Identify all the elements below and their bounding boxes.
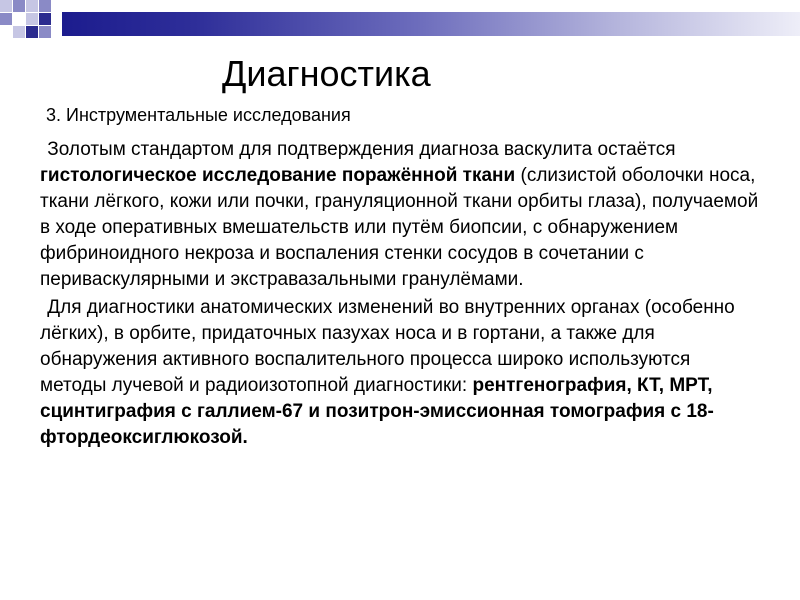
decor-square xyxy=(0,0,12,12)
decor-square xyxy=(0,13,12,25)
decor-square xyxy=(13,0,25,12)
decor-square xyxy=(39,26,51,38)
decor-square xyxy=(13,26,25,38)
slide-title: Диагностика xyxy=(222,53,431,94)
paragraph-emphasis: гистологическое исследование поражённой ткани xyxy=(40,165,516,186)
decor-square xyxy=(26,0,38,12)
decor-square xyxy=(26,26,38,38)
paragraph-histology xyxy=(40,137,760,293)
decor-square xyxy=(39,0,51,12)
decor-square xyxy=(39,13,51,25)
paragraph-emphasis: рентгенография, КТ, МРТ, сцинтиграфия с галлием-67 и позитрон-эмиссионная томография с 18-фтордеоксиглюкозой. xyxy=(40,375,714,448)
paragraph-text: (слизистой оболочки носа, ткани лёгкого, кожи или почки, грануляционной ткани орбиты глаза), получаемой в ходе оперативных вмешательств или путём биопсии, с обнаружением фибриноидного некроза и воспаления стенки сосудов в сочетании с периваскулярными и экстравазальными гранулёмами. xyxy=(40,165,759,290)
paragraph-text: Золотым стандартом для подтверждения диагноза васкулита остаётся xyxy=(47,139,676,160)
paragraph-imaging xyxy=(40,295,760,451)
section-subheading: 3. Инструментальные исследования xyxy=(46,105,351,125)
header-gradient-bar xyxy=(62,12,800,36)
decor-square xyxy=(26,13,38,25)
slide-body xyxy=(40,103,760,453)
paragraph-text: Для диагностики анатомических изменений во внутренних органах (особенно лёгких), в орбите, придаточных пазухах носа и в гортани, а также для обнаружения активного воспалительного процесса широко используются методы лучевой и радиоизотопной диагностики: xyxy=(40,297,735,396)
header-decoration xyxy=(0,0,800,46)
